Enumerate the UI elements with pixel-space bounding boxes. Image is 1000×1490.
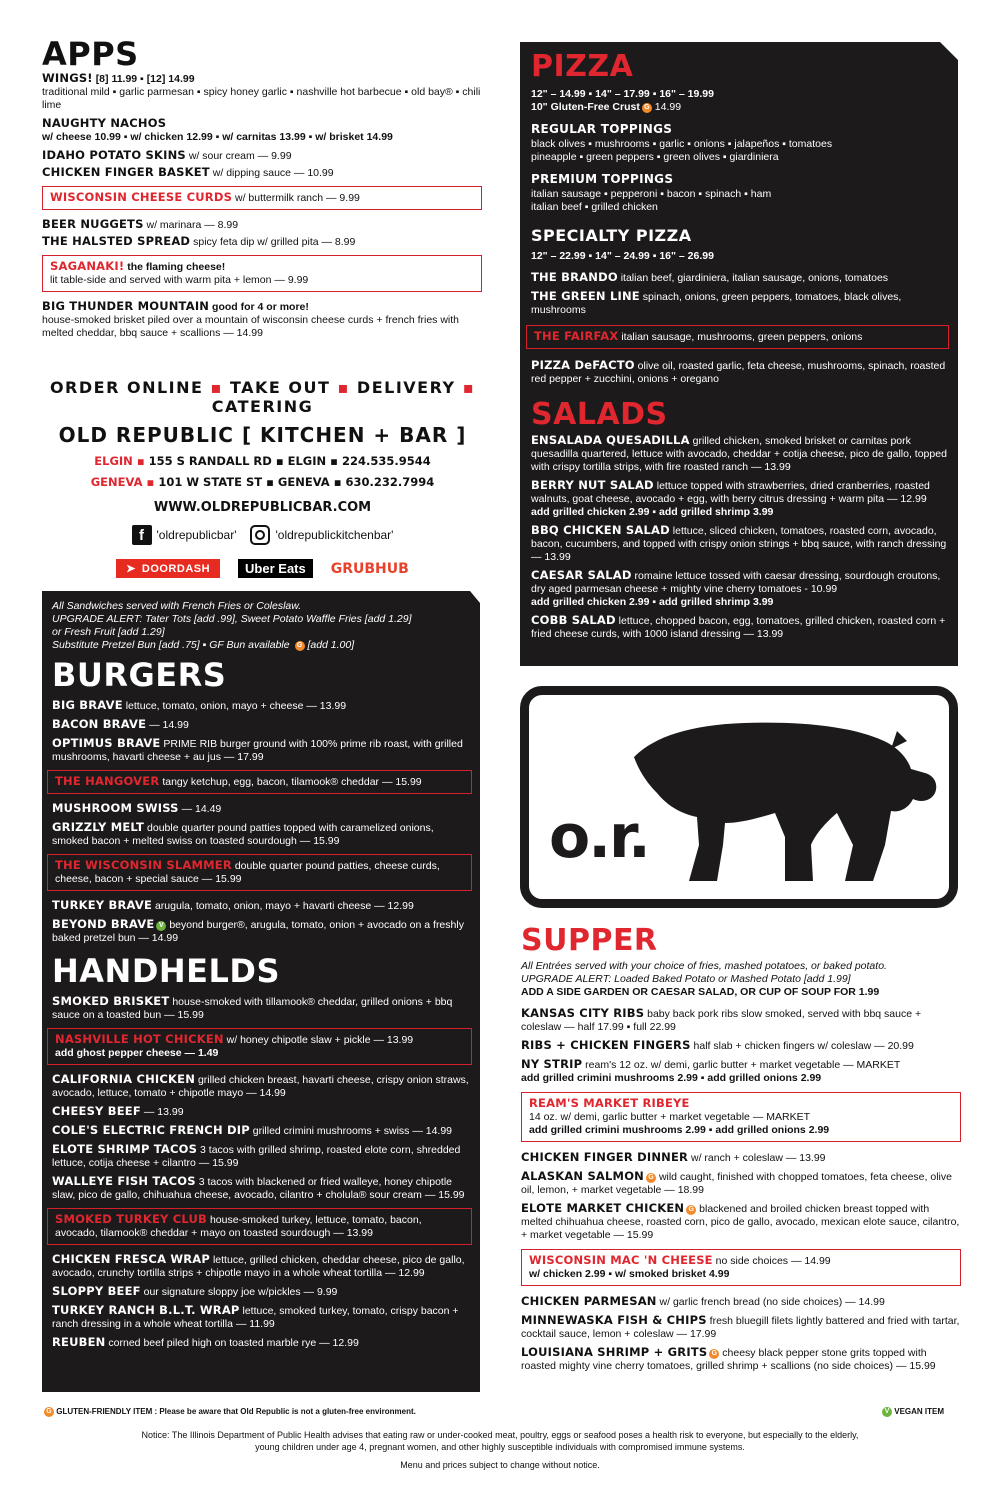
menu-item — [531, 569, 949, 609]
item-name: IDAHO POTATO SKINS — [42, 148, 186, 162]
vegan-icon: V — [156, 921, 166, 931]
item-desc: lettuce, chopped bacon, egg, tomatoes, grilled chicken, roasted corn + fried cheese curds, with 1000 island dressing — 13.99 — [531, 615, 946, 640]
grubhub-logo[interactable]: GRUBHUB — [330, 560, 409, 577]
item-desc: — 13.99 — [143, 1106, 184, 1118]
item-desc: italian beef, giardiniera, italian sausage, onions, tomatoes — [620, 272, 889, 284]
item-desc: cheesy black pepper stone grits topped with roasted mighty vine cherry tomatoes, grilled shrimp + scallions (no side choices) — 15.99 — [521, 1347, 936, 1372]
item-desc: spicy feta dip w/ grilled pita — 8.99 — [193, 236, 356, 248]
item-desc: olive oil, roasted garlic, feta cheese, mushrooms, spinach, roasted red pepper + zucchini, onions + oregano — [531, 360, 946, 385]
item-name: KANSAS CITY RIBS — [521, 1006, 645, 1020]
facebook-handle: 'oldrepublicbar' — [156, 528, 237, 542]
separator-icon: ▪ — [210, 378, 223, 397]
item-name: BERRY NUT SALAD — [531, 478, 654, 492]
item-desc: w/ honey chipotle slaw + pickle — 13.99 — [226, 1034, 414, 1046]
geneva-location — [30, 475, 495, 489]
apps-title: APPS — [42, 35, 139, 73]
menu-item — [52, 699, 472, 713]
item-desc: half slab + chicken fingers w/ coleslaw — 20.99 — [693, 1040, 914, 1052]
menu-item — [52, 1253, 472, 1280]
item-name: ELOTE SHRIMP TACOS — [52, 1142, 198, 1156]
menu-item-featured — [521, 1092, 961, 1142]
specialty-sizes: 12" – 22.99 ▪ 14" – 24.99 ▪ 16" – 26.99 — [531, 250, 714, 262]
intro-line: UPGRADE ALERT: Tater Tots [add .99], Sweet Potato Waffle Fries [add 1.29] — [52, 613, 412, 625]
menu-item-featured — [521, 1249, 961, 1286]
menu-item — [52, 1304, 472, 1331]
menu-item-wings — [42, 72, 482, 112]
menu-item-basket — [42, 166, 482, 180]
pizza-section — [531, 49, 949, 646]
intro-line: ADD A SIDE GARDEN OR CAESAR SALAD, OR CUP OF SOUP FOR 1.99 — [521, 986, 880, 998]
item-desc: tangy ketchup, egg, bacon, tilamook® cheddar — 15.99 — [162, 776, 422, 788]
item-desc: double quarter pound patties topped with caramelized onions, smoked bacon + melted swiss on toasted sourdough — 15.99 — [52, 822, 434, 847]
menu-item — [521, 1295, 961, 1309]
item-desc: no side choices — 14.99 — [715, 1255, 831, 1267]
item-desc: lettuce, sliced chicken, tomatoes, roasted corn, avocado, bacon, cucumbers, and topped with crispy onion strings + bbq sauce, with ranch dressing — 13.99 — [531, 525, 947, 563]
service-delivery[interactable]: DELIVERY — [356, 378, 456, 397]
item-desc: w/ cheese 10.99 ▪ w/ chicken 12.99 ▪ w/ carnitas 13.99 ▪ w/ brisket 14.99 — [42, 131, 393, 143]
salads-title: SALADS — [531, 397, 668, 432]
menu-item — [521, 1058, 961, 1085]
handhelds-title: HANDHELDS — [52, 952, 281, 990]
menu-item — [531, 524, 949, 564]
menu-item — [52, 1285, 472, 1299]
facebook-link[interactable] — [132, 525, 237, 545]
item-name: PIZZA DeFACTO — [531, 358, 635, 372]
item-desc: spinach, onions, green peppers, tomatoes, black olives, mushrooms — [531, 291, 902, 316]
item-desc: — 14.49 — [181, 803, 222, 815]
service-take-out[interactable]: TAKE OUT — [229, 378, 331, 397]
item-name: CAESAR SALAD — [531, 568, 632, 582]
item-name: CHEESY BEEF — [52, 1104, 141, 1118]
gluten-free-icon: G — [709, 1349, 719, 1359]
item-desc: italian sausage, mushrooms, green peppers, onions — [621, 331, 863, 343]
intro-line: All Sandwiches served with French Fries or Coleslaw. — [52, 600, 302, 612]
item-desc: grilled chicken breast, havarti cheese, crispy onion straws, avocado, lettuce, tomato + chipotle mayo — 14.99 — [52, 1074, 469, 1099]
gluten-free-icon: G — [646, 1173, 656, 1183]
item-name: ELOTE MARKET CHICKEN — [521, 1201, 685, 1215]
legend-text: VEGAN ITEM — [894, 1407, 945, 1416]
info-section — [30, 378, 495, 578]
item-name: THE GREEN LINE — [531, 289, 640, 303]
item-prices: [8] 11.99 ▪ [12] 14.99 — [95, 73, 195, 85]
intro-line: All Entrées served with your choice of fries, mashed potatoes, or baked potato. — [521, 960, 887, 972]
item-name: BIG BRAVE — [52, 698, 123, 712]
menu-item — [521, 1346, 961, 1373]
menu-item — [52, 1105, 472, 1119]
menu-item — [521, 1314, 961, 1341]
menu-item — [52, 995, 472, 1022]
item-name: COLE'S ELECTRIC FRENCH DIP — [52, 1123, 250, 1137]
item-name: THE WISCONSIN SLAMMER — [55, 858, 232, 872]
gluten-friendly-legend — [42, 1407, 416, 1417]
gf-label: 10" Gluten-Free Crust — [531, 101, 640, 113]
item-name: LOUISIANA SHRIMP + GRITS — [521, 1345, 708, 1359]
item-name: ENSALADA QUESADILLA — [531, 433, 690, 447]
item-name: GRIZZLY MELT — [52, 820, 145, 834]
item-subtitle: good for 4 or more! — [212, 301, 309, 313]
supper-intro — [521, 960, 961, 999]
item-subtitle: the flaming cheese! — [127, 261, 226, 273]
gluten-free-icon: G — [686, 1205, 696, 1215]
item-name: THE HALSTED SPREAD — [42, 234, 191, 248]
item-name: CHICKEN FINGER BASKET — [42, 165, 210, 179]
menu-item-nachos — [42, 117, 482, 144]
regular-toppings-title: REGULAR TOPPINGS — [531, 122, 673, 136]
item-desc: lit table-side and served with warm pita + lemon — 9.99 — [50, 274, 309, 286]
doordash-label: DOORDASH — [141, 562, 211, 575]
item-desc: traditional mild ▪ garlic parmesan ▪ spicy honey garlic ▪ nashville hot barbecue ▪ old bay® ▪ chili lime — [42, 86, 481, 111]
separator-icon: ▪ — [136, 454, 145, 468]
item-name: REAM'S MARKET RIBEYE — [529, 1096, 690, 1110]
premium-toppings-title: PREMIUM TOPPINGS — [531, 172, 674, 186]
elgin-location — [30, 454, 495, 468]
geneva-address: 101 W STATE ST ▪ GENEVA ▪ 630.232.7994 — [158, 475, 435, 489]
sandwich-intro — [52, 600, 472, 652]
item-desc: 3 tacos with grilled shrimp, roasted elote corn, shredded lettuce, cotija cheese + cilantro — 15.99 — [52, 1144, 461, 1169]
item-desc: house-smoked with tillamook® cheddar, grilled onions + bbq sauce on a toasted bun — 15.99 — [52, 996, 453, 1021]
item-name: MUSHROOM SWISS — [52, 801, 179, 815]
menu-item — [52, 737, 472, 764]
item-desc: house-smoked brisket piled over a mountain of wisconsin cheese curds + french fries with melted cheddar, bbq sauce + scallions — 14.99 — [42, 314, 459, 339]
item-desc: beyond burger®, arugula, tomato, onion + avocado on a freshly baked pretzel bun — 14.99 — [52, 919, 464, 944]
menu-item — [52, 718, 472, 732]
item-name: REUBEN — [52, 1335, 106, 1349]
item-desc: w/ marinara — 8.99 — [146, 219, 239, 231]
item-desc: 3 tacos with blackened or fried walleye, honey chipotle slaw, pico de gallo, chihuahua cheese, avocado, cilantro + cholula® sour cream — 15.99 — [52, 1176, 465, 1201]
item-desc: ream's 12 oz. w/ demi, garlic butter + market vegetable — MARKET — [585, 1059, 901, 1071]
toppings-line: pineapple ▪ green peppers ▪ green olives ▪ giardiniera — [531, 151, 779, 163]
health-notice: Notice: The Illinois Department of Public Health advises that eating raw or under-cooked meat, poultry, eggs or seafood poses a health risk to everyone, but especially to the elderly, young children under age 4, pregnant women, and other highly susceptible individuals with compromised immune systems. — [141, 1430, 859, 1452]
toppings-line: italian sausage ▪ pepperoni ▪ bacon ▪ spinach ▪ ham — [531, 188, 772, 200]
item-desc: blackened and broiled chicken breast topped with melted chihuahua cheese, roasted corn, pico de gallo, avocado, mexican elote sauce, cilantro, + market vegetable — 15.99 — [521, 1203, 960, 1241]
item-name: OPTIMUS BRAVE — [52, 736, 161, 750]
item-name: ALASKAN SALMON — [521, 1169, 645, 1183]
pizza-title: PIZZA — [531, 49, 634, 84]
item-name: NASHVILLE HOT CHICKEN — [55, 1032, 224, 1046]
menu-item — [521, 1202, 961, 1242]
logo-text: o.r. — [549, 802, 649, 872]
item-name: THE BRANDO — [531, 270, 618, 284]
menu-item-nuggets — [42, 218, 482, 232]
item-name: SMOKED TURKEY CLUB — [55, 1212, 208, 1226]
item-name: WISCONSIN MAC 'N CHEESE — [529, 1253, 713, 1267]
item-desc: w/ dipping sauce — 10.99 — [212, 167, 334, 179]
item-desc: — 14.99 — [149, 719, 189, 731]
item-desc: romaine lettuce tossed with caesar dressing, sourdough croutons, dry aged parmesan cheese + mighty vine cherry tomatoes - 10.99 — [531, 570, 941, 595]
item-name: WINGS! — [42, 71, 93, 85]
item-name: BIG THUNDER MOUNTAIN — [42, 299, 210, 313]
supper-title: SUPPER — [521, 923, 658, 958]
item-desc: lettuce, tomato, onion, mayo + cheese — 13.99 — [125, 700, 347, 712]
item-name: BEYOND BRAVE — [52, 917, 155, 931]
delivery-partners — [30, 559, 495, 578]
menu-item — [52, 1175, 472, 1202]
menu-item — [521, 1007, 961, 1034]
intro-line — [52, 639, 472, 652]
ubereats-logo[interactable]: Uber Eats — [238, 559, 313, 578]
supper-section — [521, 923, 961, 1378]
item-desc: lettuce, smoked turkey, tomato, crispy bacon + ranch dressing in a whole wheat tortilla — 11.99 — [52, 1305, 459, 1330]
menu-item-mountain — [42, 300, 482, 340]
item-name: THE HANGOVER — [55, 774, 160, 788]
menu-item — [531, 614, 949, 641]
item-desc: w/ buttermilk ranch — 9.99 — [234, 192, 360, 204]
gluten-free-icon: G — [295, 641, 305, 651]
menu-item — [52, 1073, 472, 1100]
item-desc: corned beef piled high on toasted marble rye — 12.99 — [108, 1337, 359, 1349]
premium-toppings — [531, 188, 949, 214]
social-row — [30, 525, 495, 545]
item-desc: grilled chicken, smoked brisket or carnitas pork quesadilla quartered, lettuce with avocado, cheddar + cotija cheese, pico de gallo, topped with crispy tortilla strips, with fire roasted ranch — 13.99 — [531, 435, 947, 473]
menu-item-saganaki — [42, 255, 482, 292]
toppings-line: black olives ▪ mushrooms ▪ garlic ▪ onions ▪ jalapeños ▪ tomatoes — [531, 138, 833, 150]
gluten-free-crust — [531, 101, 949, 114]
pizza-sizes — [531, 88, 949, 101]
intro-line: or Fresh Fruit [add 1.29] — [52, 626, 165, 638]
intro-text: [add 1.00] — [307, 639, 355, 651]
menu-item-featured — [47, 854, 472, 891]
menu-item — [531, 359, 949, 386]
item-name: BEER NUGGETS — [42, 217, 144, 231]
gf-price: 14.99 — [654, 101, 682, 113]
item-name: WALLEYE FISH TACOS — [52, 1174, 196, 1188]
item-desc: wild caught, finished with chopped tomatoes, feta cheese, olive oil, lemon, + market vegetable — 18.99 — [521, 1171, 952, 1196]
menu-item-spread — [42, 235, 482, 249]
item-extra: add grilled chicken 2.99 ▪ add grilled shrimp 3.99 — [531, 596, 774, 608]
menu-item — [52, 821, 472, 848]
website-link[interactable]: WWW.OLDREPUBLICBAR.COM — [153, 500, 372, 515]
item-name: CHICKEN FINGER DINNER — [521, 1150, 689, 1164]
price-change-notice: Menu and prices subject to change without notice. — [400, 1460, 600, 1470]
item-extra: add grilled crimini mushrooms 2.99 ▪ add grilled onions 2.99 — [529, 1124, 830, 1136]
specialty-pizza-title: SPECIALTY PIZZA — [531, 226, 692, 245]
menu-item — [521, 1039, 961, 1053]
menu-item — [52, 1336, 472, 1350]
menu-item — [531, 290, 949, 317]
item-desc: double quarter pound patties, cheese curds, cheese, bacon + special sauce — 15.99 — [55, 860, 440, 885]
burgers-title: BURGERS — [52, 656, 227, 694]
item-desc: baby back pork ribs slow smoked, served with bbq sauce + coleslaw — half 17.99 ▪ full 22.99 — [521, 1008, 922, 1033]
item-name: SLOPPY BEEF — [52, 1284, 141, 1298]
item-extra: add ghost pepper cheese — 1.49 — [55, 1047, 219, 1059]
item-name: CHICKEN PARMESAN — [521, 1294, 657, 1308]
item-desc: our signature sloppy joe w/pickles — 9.99 — [143, 1286, 338, 1298]
item-desc: lettuce topped with strawberries, dried cranberries, roasted walnuts, goat cheese, avocado + egg, with berry citrus dressing + warm pita — 12.99 — [531, 480, 930, 505]
service-catering[interactable]: CATERING — [211, 397, 314, 416]
gluten-free-icon: G — [642, 103, 652, 113]
item-name: CHICKEN FRESCA WRAP — [52, 1252, 211, 1266]
item-name: RIBS + CHICKEN FINGERS — [521, 1038, 691, 1052]
item-name: BACON BRAVE — [52, 717, 147, 731]
instagram-handle: 'oldrepublickitchenbar' — [275, 528, 394, 542]
menu-item-featured — [47, 1028, 472, 1065]
item-name: NY STRIP — [521, 1057, 583, 1071]
separator-icon: ▪ — [146, 475, 155, 489]
elgin-label: ELGIN — [94, 454, 133, 468]
doordash-logo[interactable] — [116, 559, 220, 578]
item-extra: add grilled crimini mushrooms 2.99 ▪ add grilled onions 2.99 — [521, 1072, 822, 1084]
item-desc: 14 oz. w/ demi, garlic butter + market vegetable — MARKET — [529, 1111, 810, 1123]
restaurant-name: OLD REPUBLIC [ KITCHEN + BAR ] — [58, 423, 467, 447]
menu-item — [531, 479, 949, 519]
instagram-link[interactable] — [250, 525, 393, 545]
item-name: BBQ CHICKEN SALAD — [531, 523, 670, 537]
geneva-label: GENEVA — [90, 475, 143, 489]
item-desc: w/ garlic french bread (no side choices) — 14.99 — [659, 1296, 885, 1308]
vegan-legend — [880, 1407, 944, 1417]
regular-toppings — [531, 138, 949, 164]
item-desc: w/ sour cream — 9.99 — [188, 150, 292, 162]
toppings-line: italian beef ▪ grilled chicken — [531, 201, 658, 213]
item-name: NAUGHTY NACHOS — [42, 116, 167, 130]
elgin-address: 155 S RANDALL RD ▪ ELGIN ▪ 224.535.9544 — [148, 454, 431, 468]
item-desc: lettuce, grilled chicken, cheddar cheese, pico de gallo, avocado, crunchy tortilla strips + chipotle mayo in a whole wheat tortilla — 12.99 — [52, 1254, 465, 1279]
item-desc: PRIME RIB burger ground with 100% prime rib roast, with grilled mushrooms, havarti cheese + au jus — 17.99 — [52, 738, 463, 763]
bear-logo-badge — [520, 686, 958, 908]
vegan-icon: V — [882, 1407, 892, 1417]
item-desc: w/ ranch + coleslaw — 13.99 — [691, 1152, 826, 1164]
menu-item — [531, 434, 949, 474]
item-extra: add grilled chicken 2.99 ▪ add grilled shrimp 3.99 — [531, 506, 774, 518]
separator-icon: ▪ — [462, 378, 476, 397]
item-desc: grilled crimini mushrooms + swiss — 14.99 — [252, 1125, 453, 1137]
menu-item — [52, 802, 472, 816]
item-extra: w/ chicken 2.99 ▪ w/ smoked brisket 4.99 — [529, 1268, 730, 1280]
item-desc: house-smoked turkey, lettuce, tomato, bacon, avocado, tilamook® cheddar + mayo on toasted sourdough — 13.99 — [55, 1214, 422, 1239]
menu-item-featured — [47, 1208, 472, 1245]
item-name: MINNEWASKA FISH & CHIPS — [521, 1313, 707, 1327]
instagram-icon — [250, 525, 270, 545]
item-desc: fresh bluegill filets lightly battered and fried with tartar, cocktail sauce, lemon + coleslaw — 17.99 — [521, 1315, 960, 1340]
apps-section — [42, 35, 482, 345]
legend-text: GLUTEN-FRIENDLY ITEM : Please be aware that Old Republic is not a gluten-free environment. — [56, 1407, 416, 1416]
intro-text: Substitute Pretzel Bun [add .75] ▪ GF Bun available — [52, 639, 290, 651]
item-name: TURKEY RANCH B.L.T. WRAP — [52, 1303, 240, 1317]
menu-item — [52, 899, 472, 913]
menu-item-featured — [526, 325, 949, 349]
item-name: TURKEY BRAVE — [52, 898, 153, 912]
menu-item — [531, 271, 949, 285]
menu-item — [52, 918, 472, 945]
facebook-icon: f — [132, 525, 152, 545]
separator-icon: ▪ — [337, 378, 350, 397]
gluten-free-icon: G — [44, 1407, 54, 1417]
menu-item — [52, 1143, 472, 1170]
doordash-icon: ➤ — [126, 563, 136, 575]
item-name: THE FAIRFAX — [534, 329, 619, 343]
menu-item — [52, 1124, 472, 1138]
menu-item-curds — [42, 186, 482, 210]
item-name: CALIFORNIA CHICKEN — [52, 1072, 196, 1086]
service-order-online[interactable]: ORDER ONLINE — [49, 378, 204, 397]
item-name: WISCONSIN CHEESE CURDS — [50, 190, 233, 204]
menu-item — [521, 1170, 961, 1197]
menu-item-featured — [47, 770, 472, 794]
sizes-text: 12" – 14.99 ▪ 14" – 17.99 ▪ 16" – 19.99 — [531, 88, 714, 100]
item-name: SAGANAKI! — [50, 259, 125, 273]
item-name: SMOKED BRISKET — [52, 994, 170, 1008]
item-desc: arugula, tomato, onion, mayo + havarti cheese — 12.99 — [154, 900, 414, 912]
intro-line: UPGRADE ALERT: Loaded Baked Potato or Mashed Potato [add 1.99] — [521, 973, 851, 985]
item-name: COBB SALAD — [531, 613, 616, 627]
menu-item — [521, 1151, 961, 1165]
burgers-section — [52, 600, 472, 1355]
menu-item-skins — [42, 149, 482, 163]
services-line — [30, 378, 495, 416]
